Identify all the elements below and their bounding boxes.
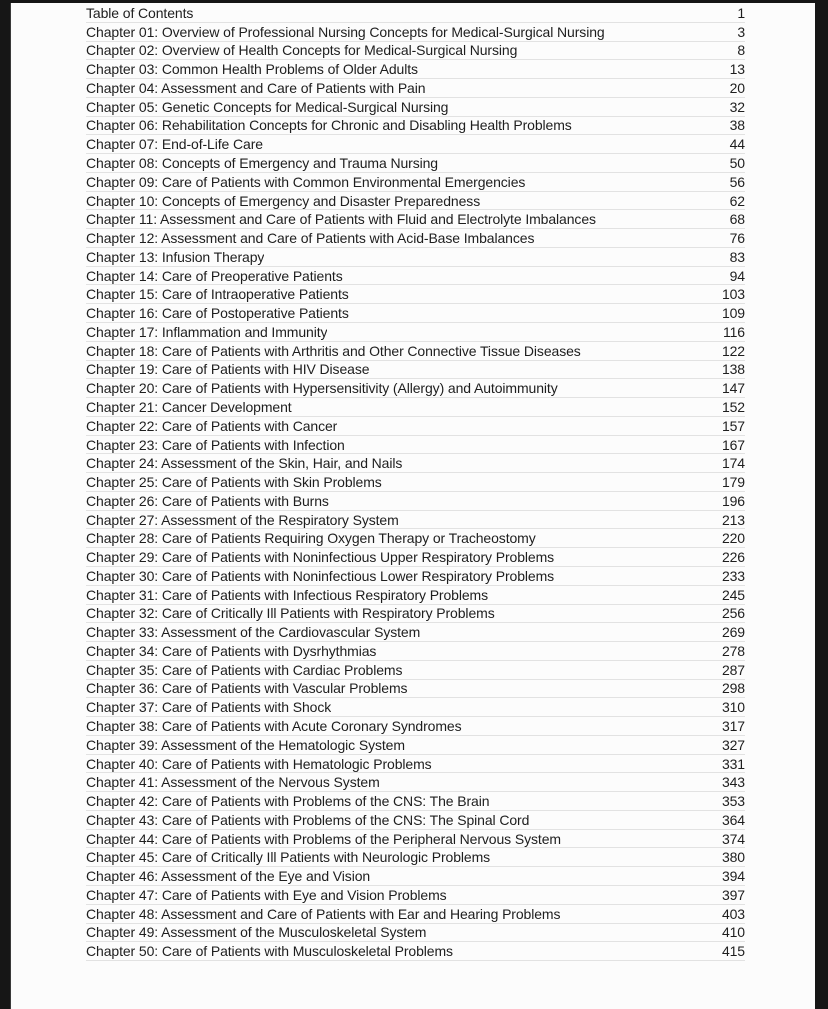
toc-entry-row: [86, 154, 745, 173]
toc-entry-row: [86, 924, 745, 943]
page-number: 394: [721, 868, 745, 885]
page-number: 278: [721, 642, 745, 659]
chapter-title: Chapter 22: Care of Patients with Cancer: [86, 417, 338, 434]
chapter-title: Chapter 44: Care of Patients with Problems of the Peripheral Nervous System: [86, 830, 561, 847]
toc-entry-row: [86, 905, 745, 924]
chapter-title: Chapter 04: Assessment and Care of Patients with Pain: [86, 79, 426, 96]
chapter-title: Chapter 37: Care of Patients with Shock: [86, 699, 332, 716]
page-number: 220: [721, 530, 745, 547]
chapter-title: Chapter 19: Care of Patients with HIV Disease: [86, 361, 370, 378]
toc-entry-row: [86, 417, 745, 436]
toc-entry-row: [86, 398, 745, 417]
chapter-title: Chapter 30: Care of Patients with Noninfectious Lower Respiratory Problems: [86, 567, 555, 584]
toc-entry-row: [86, 210, 745, 229]
chapter-title: Chapter 41: Assessment of the Nervous System: [86, 774, 380, 791]
chapter-title: Chapter 03: Common Health Problems of Older Adults: [86, 61, 418, 78]
chapter-title: Chapter 17: Inflammation and Immunity: [86, 323, 328, 340]
chapter-title: Chapter 42: Care of Patients with Problems of the CNS: The Brain: [86, 793, 490, 810]
chapter-title: Chapter 46: Assessment of the Eye and Vision: [86, 868, 371, 885]
toc-entry-row: [86, 529, 745, 548]
toc-entry-row: [86, 755, 745, 774]
toc-title-row: [86, 4, 745, 23]
page-number: 50: [729, 155, 745, 172]
page-number: 109: [721, 305, 745, 322]
chapter-title: Chapter 38: Care of Patients with Acute Coronary Syndromes: [86, 717, 462, 734]
page-number: 1: [737, 4, 745, 21]
page-number: 233: [721, 567, 745, 584]
page-number: 245: [721, 586, 745, 603]
chapter-title: Chapter 31: Care of Patients with Infectious Respiratory Problems: [86, 586, 489, 603]
chapter-title: Chapter 20: Care of Patients with Hypersensitivity (Allergy) and Autoimmunity: [86, 380, 558, 397]
chapter-title: Chapter 48: Assessment and Care of Patients with Ear and Hearing Problems: [86, 905, 561, 922]
page-number: 343: [721, 774, 745, 791]
chapter-title: Chapter 34: Care of Patients with Dysrhythmias: [86, 642, 377, 659]
toc-entry-row: [86, 192, 745, 211]
toc-list: [86, 4, 745, 961]
toc-entry-row: [86, 267, 745, 286]
toc-entry-row: [86, 361, 745, 380]
toc-entry-row: [86, 623, 745, 642]
toc-title: Table of Contents: [86, 4, 194, 21]
chapter-title: Chapter 32: Care of Critically Ill Patients with Respiratory Problems: [86, 605, 495, 622]
toc-entry-row: [86, 886, 745, 905]
chapter-title: Chapter 08: Concepts of Emergency and Trauma Nursing: [86, 155, 438, 172]
toc-entry-row: [86, 454, 745, 473]
toc-entry-row: [86, 323, 745, 342]
page-number: 196: [721, 492, 745, 509]
toc-entry-row: [86, 492, 745, 511]
toc-entry-row: [86, 773, 745, 792]
toc-entry-row: [86, 304, 745, 323]
chapter-title: Chapter 50: Care of Patients with Musculoskeletal Problems: [86, 943, 453, 960]
chapter-title: Chapter 15: Care of Intraoperative Patients: [86, 286, 349, 303]
chapter-title: Chapter 39: Assessment of the Hematologic System: [86, 736, 405, 753]
page-number: 213: [721, 511, 745, 528]
toc-entry-row: [86, 792, 745, 811]
chapter-title: Chapter 12: Assessment and Care of Patients with Acid-Base Imbalances: [86, 230, 535, 247]
chapter-title: Chapter 26: Care of Patients with Burns: [86, 492, 329, 509]
page-number: 157: [721, 417, 745, 434]
chapter-title: Chapter 47: Care of Patients with Eye and Vision Problems: [86, 886, 447, 903]
chapter-title: Chapter 06: Rehabilitation Concepts for Chronic and Disabling Health Problems: [86, 117, 572, 134]
page-number: 380: [721, 849, 745, 866]
toc-entry-row: [86, 811, 745, 830]
page-number: 317: [721, 717, 745, 734]
toc-entry-row: [86, 867, 745, 886]
page-number: 415: [721, 943, 745, 960]
chapter-title: Chapter 35: Care of Patients with Cardiac Problems: [86, 661, 403, 678]
chapter-title: Chapter 49: Assessment of the Musculoskeletal System: [86, 924, 427, 941]
chapter-title: Chapter 36: Care of Patients with Vascular Problems: [86, 680, 408, 697]
page-number: 410: [721, 924, 745, 941]
page-number: 374: [721, 830, 745, 847]
chapter-title: Chapter 33: Assessment of the Cardiovascular System: [86, 624, 421, 641]
chapter-title: Chapter 29: Care of Patients with Noninfectious Upper Respiratory Problems: [86, 549, 555, 566]
toc-entry-row: [86, 717, 745, 736]
toc-entry-row: [86, 79, 745, 98]
toc-entry-row: [86, 698, 745, 717]
page-number: 94: [729, 267, 745, 284]
page-number: 226: [721, 549, 745, 566]
page-number: 256: [721, 605, 745, 622]
chapter-title: Chapter 13: Infusion Therapy: [86, 248, 265, 265]
page-number: 174: [721, 455, 745, 472]
chapter-title: Chapter 18: Care of Patients with Arthritis and Other Connective Tissue Diseases: [86, 342, 581, 359]
page-number: 327: [721, 736, 745, 753]
page-number: 179: [721, 474, 745, 491]
chapter-title: Chapter 40: Care of Patients with Hematologic Problems: [86, 755, 432, 772]
toc-entry-row: [86, 379, 745, 398]
chapter-title: Chapter 09: Care of Patients with Common Environmental Emergencies: [86, 173, 526, 190]
toc-entry-row: [86, 285, 745, 304]
toc-entry-row: [86, 848, 745, 867]
toc-entry-row: [86, 605, 745, 624]
chapter-title: Chapter 05: Genetic Concepts for Medical-Surgical Nursing: [86, 98, 449, 115]
toc-entry-row: [86, 680, 745, 699]
toc-entry-row: [86, 642, 745, 661]
toc-entry-row: [86, 567, 745, 586]
document-page: [10, 3, 815, 1009]
chapter-title: Chapter 21: Cancer Development: [86, 398, 292, 415]
page-number: 56: [729, 173, 745, 190]
toc-entry-row: [86, 248, 745, 267]
chapter-title: Chapter 01: Overview of Professional Nursing Concepts for Medical-Surgical Nursing: [86, 23, 605, 40]
page-number: 122: [721, 342, 745, 359]
toc-entry-row: [86, 942, 745, 961]
toc-entry-row: [86, 173, 745, 192]
chapter-title: Chapter 27: Assessment of the Respiratory System: [86, 511, 399, 528]
page-number: 287: [721, 661, 745, 678]
page-number: 20: [729, 79, 745, 96]
chapter-title: Chapter 43: Care of Patients with Problems of the CNS: The Spinal Cord: [86, 811, 530, 828]
chapter-title: Chapter 10: Concepts of Emergency and Disaster Preparedness: [86, 192, 481, 209]
page-number: 397: [721, 886, 745, 903]
chapter-title: Chapter 28: Care of Patients Requiring Oxygen Therapy or Tracheostomy: [86, 530, 536, 547]
page-number: 138: [721, 361, 745, 378]
toc-entry-row: [86, 548, 745, 567]
page-number: 116: [722, 323, 745, 340]
page-number: 364: [721, 811, 745, 828]
chapter-title: Chapter 24: Assessment of the Skin, Hair, and Nails: [86, 455, 403, 472]
page-number: 68: [729, 211, 745, 228]
toc-entry-row: [86, 229, 745, 248]
toc-entry-row: [86, 342, 745, 361]
chapter-title: Chapter 45: Care of Critically Ill Patients with Neurologic Problems: [86, 849, 491, 866]
page-number: 83: [729, 248, 745, 265]
chapter-title: Chapter 02: Overview of Health Concepts for Medical-Surgical Nursing: [86, 42, 518, 59]
page-number: 310: [721, 699, 745, 716]
chapter-title: Chapter 11: Assessment and Care of Patients with Fluid and Electrolyte Imbalances: [86, 211, 596, 228]
page-number: 13: [729, 61, 745, 78]
page-number: 103: [721, 286, 745, 303]
page-number: 3: [737, 23, 745, 40]
page-number: 298: [721, 680, 745, 697]
page-number: 32: [729, 98, 745, 115]
chapter-title: Chapter 07: End-of-Life Care: [86, 136, 263, 153]
chapter-title: Chapter 25: Care of Patients with Skin Problems: [86, 474, 382, 491]
toc-entry-row: [86, 736, 745, 755]
page-number: 152: [721, 398, 745, 415]
page-number: 331: [721, 755, 745, 772]
toc-entry-row: [86, 511, 745, 530]
toc-entry-row: [86, 473, 745, 492]
toc-entry-row: [86, 661, 745, 680]
toc-entry-row: [86, 23, 745, 42]
page-number: 353: [721, 793, 745, 810]
page-number: 62: [729, 192, 745, 209]
toc-entry-row: [86, 42, 745, 61]
page-number: 76: [729, 230, 745, 247]
chapter-title: Chapter 16: Care of Postoperative Patients: [86, 305, 349, 322]
chapter-title: Chapter 14: Care of Preoperative Patients: [86, 267, 343, 284]
toc-entry-row: [86, 117, 745, 136]
toc-entry-row: [86, 135, 745, 154]
page-number: 147: [721, 380, 745, 397]
page-number: 44: [729, 136, 745, 153]
toc-entry-row: [86, 586, 745, 605]
toc-entry-row: [86, 60, 745, 79]
toc-entry-row: [86, 98, 745, 117]
chapter-title: Chapter 23: Care of Patients with Infection: [86, 436, 345, 453]
page-number: 269: [721, 624, 745, 641]
page-number: 38: [729, 117, 745, 134]
toc-entry-row: [86, 830, 745, 849]
toc-entry-row: [86, 436, 745, 455]
page-number: 403: [721, 905, 745, 922]
page-number: 8: [737, 42, 745, 59]
page-number: 167: [721, 436, 745, 453]
